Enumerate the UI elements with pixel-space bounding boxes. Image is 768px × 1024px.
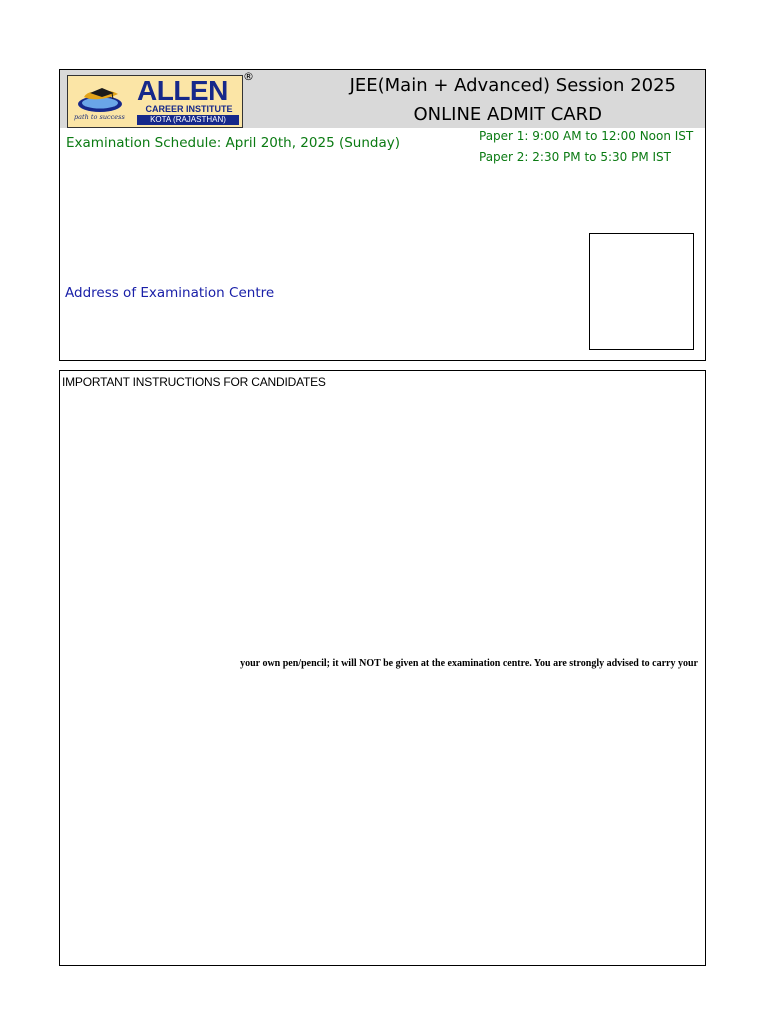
paper-2-timing: Paper 2: 2:30 PM to 5:30 PM IST: [479, 150, 671, 164]
allen-logo: [67, 75, 243, 128]
instruction-line: your own pen/pencil; it will NOT be given at the examination centre. You are strongly advised to carry your: [240, 658, 698, 669]
candidate-photo-box: [589, 233, 694, 350]
exam-centre-section: [59, 166, 706, 361]
instructions-section: [59, 370, 706, 966]
exam-centre-address-label: Address of Examination Centre: [65, 285, 275, 301]
registered-mark: ®: [243, 70, 254, 83]
logo-location: KOTA (RAJASTHAN): [137, 115, 239, 125]
logo-tagline: path to success: [74, 113, 125, 121]
exam-schedule-row: [59, 128, 706, 167]
admit-card-header: [59, 69, 706, 130]
logo-subtitle: CAREER INSTITUTE: [145, 104, 233, 114]
logo-brand-name: ALLEN: [137, 75, 228, 106]
exam-schedule-date: Examination Schedule: April 20th, 2025 (Sunday): [66, 135, 400, 151]
instructions-title: IMPORTANT INSTRUCTIONS FOR CANDIDATES: [62, 375, 326, 389]
page-subtitle: ONLINE ADMIT CARD: [413, 104, 602, 125]
paper-1-timing: Paper 1: 9:00 AM to 12:00 Noon IST: [479, 129, 694, 143]
graduation-cap-emblem-icon: [74, 84, 126, 114]
page-title: JEE(Main + Advanced) Session 2025: [349, 75, 676, 96]
